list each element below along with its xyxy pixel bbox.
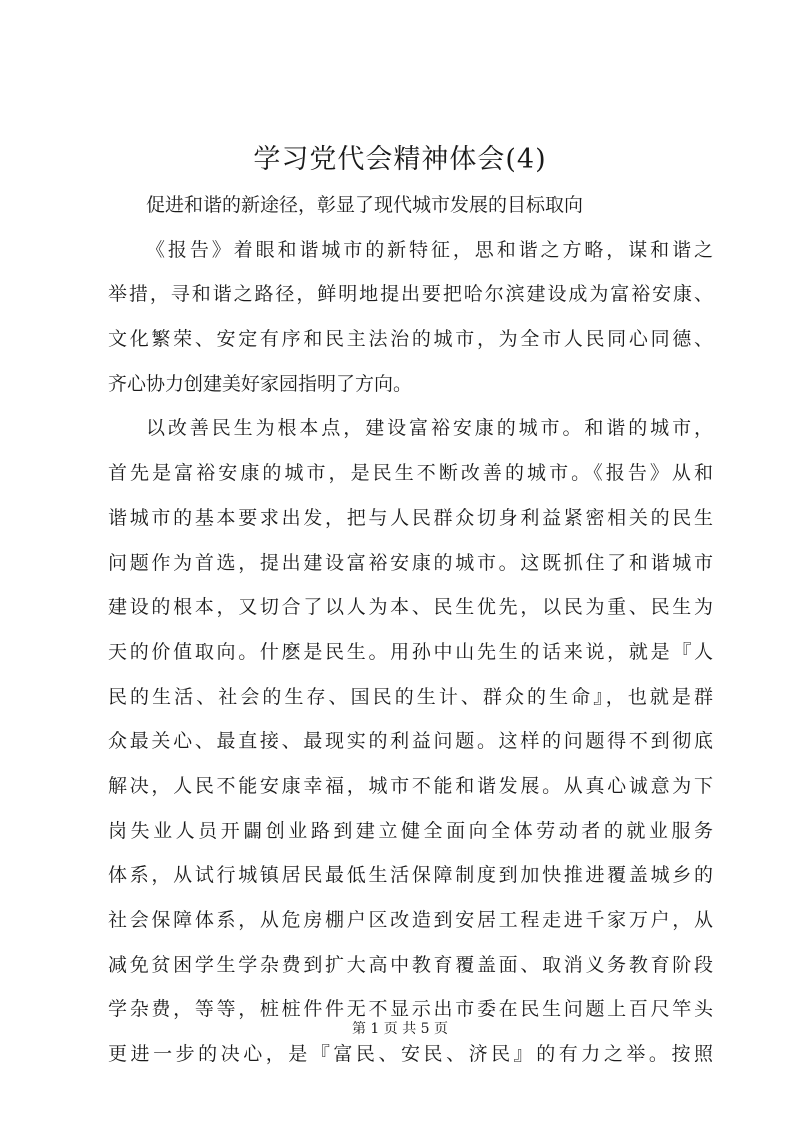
paragraph-line: 以改善民生为根本点，建设富裕安康的城市。和谐的城市， (146, 417, 713, 440)
page-footer: 第 1 页 共 5 页 (351, 1021, 449, 1037)
document-body (108, 183, 713, 1077)
paragraph-line: 更进一步的决心，是『富民、安民、济民』的有力之举。按照 (108, 1043, 713, 1066)
paragraph-line: 天的价值取向。什麽是民生。用孙中山先生的话来说，就是『人 (108, 640, 713, 663)
paragraph-line: 解决，人民不能安康幸福，城市不能和谐发展。从真心诚意为下 (108, 774, 713, 797)
paragraph-line: 民的生活、社会的生存、国民的生计、群众的生命』，也就是群 (108, 685, 713, 708)
paragraph-line: 众最关心、最直接、最现实的利益问题。这样的问题得不到彻底 (108, 730, 713, 753)
paragraph-line: 体系，从试行城镇居民最低生活保障制度到加快推进覆盖城乡的 (108, 864, 713, 887)
paragraph-line: 《报告》着眼和谐城市的新特征，思和谐之方略，谋和谐之 (146, 238, 713, 261)
paragraph-line: 岗失业人员开闢创业路到建立健全面向全体劳动者的就业服务 (108, 819, 713, 842)
paragraph-line: 首先是富裕安康的城市，是民生不断改善的城市。《报告》从和 (108, 462, 713, 485)
paragraph-line: 社会保障体系，从危房棚户区改造到安居工程走进千家万户，从 (108, 909, 713, 931)
paragraph-line: 齐心协力创建美好家园指明了方向。 (108, 372, 413, 395)
paragraph-line: 建设的根本，又切合了以人为本、民生优先，以民为重、民生为 (108, 596, 713, 619)
paragraph-line: 谐城市的基本要求出发，把与人民群众切身利益紧密相关的民生 (108, 506, 713, 529)
paragraph-line: 学杂费，等等，桩桩件件无不显示出市委在民生问题上百尺竿头 (108, 998, 713, 1021)
paragraph-line: 举措，寻和谐之路径，鲜明地提出要把哈尔滨建设成为富裕安康、 (108, 283, 713, 306)
paragraph-line: 减免贫困学生学杂费到扩大高中教育覆盖面、取消义务教育阶段 (108, 953, 713, 976)
paragraph-line: 文化繁荣、安定有序和民主法治的城市，为全市人民同心同德、 (108, 328, 713, 351)
paragraph-line: 问题作为首选，提出建设富裕安康的城市。这既抓住了和谐城市 (108, 551, 713, 574)
paragraph-line: 促进和谐的新途径，彰显了现代城市发展的目标取向 (146, 194, 584, 216)
document-title: 学习党代会精神体会(4) (253, 144, 547, 175)
